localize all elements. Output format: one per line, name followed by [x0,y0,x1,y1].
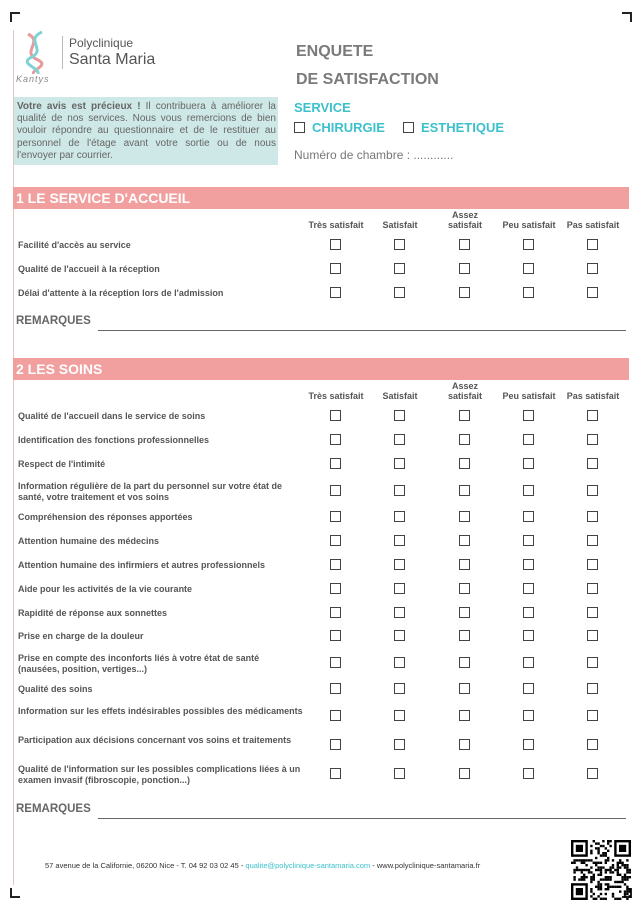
rating-checkbox[interactable] [587,511,598,522]
question-label: Qualité des soins [18,684,93,694]
rating-checkbox[interactable] [523,559,534,570]
remarks-input-line[interactable] [98,818,626,819]
rating-checkbox[interactable] [587,630,598,641]
rating-checkbox[interactable] [459,485,470,496]
option-label: ESTHETIQUE [420,120,505,135]
rating-checkbox[interactable] [459,630,470,641]
rating-checkbox[interactable] [330,739,341,750]
rating-checkbox[interactable] [587,583,598,594]
column-header: Très satisfait [308,391,364,401]
question-label: Aide pour les activités de la vie courante [18,584,193,594]
question-label: Prise en charge de la douleur [18,631,144,641]
rating-checkbox[interactable] [330,583,341,594]
question-label: Rapidité de réponse aux sonnettes [18,608,168,618]
rating-checkbox[interactable] [587,710,598,721]
rating-checkbox[interactable] [394,239,405,250]
rating-checkbox[interactable] [394,511,405,522]
rating-checkbox[interactable] [523,710,534,721]
remarks-label: REMARQUES [16,315,91,327]
question-label: Prise en compte des inconforts liés à votre état de santé (nausées, position, vertiges...) [18,653,260,674]
rating-checkbox[interactable] [523,511,534,522]
rating-checkbox[interactable] [330,535,341,546]
rating-checkbox[interactable] [523,287,534,298]
rating-checkbox[interactable] [459,287,470,298]
rating-checkbox[interactable] [459,511,470,522]
rating-checkbox[interactable] [330,511,341,522]
rating-checkbox[interactable] [330,630,341,641]
question-label: Information sur les effets indésirables possibles des médicaments [18,706,303,716]
title-line1: ENQUETE [296,43,374,60]
rating-checkbox[interactable] [587,287,598,298]
rating-checkbox[interactable] [587,535,598,546]
rating-checkbox[interactable] [394,287,405,298]
question-label: Qualité de l'accueil à la réception [18,264,160,274]
option-label: CHIRURGIE [312,120,385,135]
footer-website[interactable]: www.polyclinique-santamaria.fr [376,861,481,870]
rating-checkbox[interactable] [587,657,598,668]
rating-checkbox[interactable] [459,458,470,469]
rating-checkbox[interactable] [459,607,470,618]
column-header: Satisfait [382,391,418,401]
rating-checkbox[interactable] [523,263,534,274]
rating-checkbox[interactable] [394,739,405,750]
rating-checkbox[interactable] [523,239,534,250]
rating-checkbox[interactable] [587,683,598,694]
question-label: Respect de l'intimité [18,459,106,469]
rating-checkbox[interactable] [330,410,341,421]
clinic-logo [14,30,174,85]
rating-checkbox[interactable] [459,434,470,445]
remarks-label: REMARQUES [16,803,91,815]
rating-checkbox[interactable] [587,559,598,570]
rating-checkbox[interactable] [523,583,534,594]
rating-checkbox[interactable] [394,607,405,618]
rating-checkbox[interactable] [394,559,405,570]
rating-checkbox[interactable] [330,239,341,250]
service-options [294,120,522,135]
question-label: Qualité de l'accueil dans le service de soins [18,411,206,421]
rating-checkbox[interactable] [394,434,405,445]
qr-code-icon [571,840,631,900]
question-label: Qualité de l'information sur les possibles complications liées à un examen invasif (fibroscopie, ponction...) [18,764,301,785]
rating-checkbox[interactable] [330,657,341,668]
question-label: Facilité d'accès au service [18,240,131,250]
rating-checkbox[interactable] [459,239,470,250]
section-header: 2 LES SOINS [13,358,629,380]
rating-checkbox[interactable] [523,434,534,445]
rating-checkbox[interactable] [394,263,405,274]
room-number-field[interactable]: Numéro de chambre : ............ [294,148,454,162]
logo-line2: Santa Maria [69,51,156,68]
rating-checkbox[interactable] [394,410,405,421]
rating-checkbox[interactable] [394,683,405,694]
column-header: Assez satisfait [447,381,482,401]
rating-checkbox[interactable] [587,239,598,250]
crop-mark-bottom-left [10,888,20,898]
footer [45,861,480,870]
rating-checkbox[interactable] [394,535,405,546]
rating-checkbox[interactable] [330,683,341,694]
rating-checkbox[interactable] [523,630,534,641]
rating-checkbox[interactable] [330,559,341,570]
rating-checkbox[interactable] [394,768,405,779]
rating-checkbox[interactable] [523,768,534,779]
option-esthetique[interactable] [403,120,504,135]
rating-checkbox[interactable] [394,657,405,668]
rating-checkbox[interactable] [330,434,341,445]
rating-checkbox[interactable] [587,739,598,750]
rating-checkbox[interactable] [587,263,598,274]
rating-checkbox[interactable] [523,657,534,668]
remarks-input-line[interactable] [98,330,626,331]
rating-checkbox[interactable] [523,739,534,750]
rating-checkbox[interactable] [459,768,470,779]
rating-checkbox[interactable] [330,458,341,469]
checkbox[interactable] [403,122,414,133]
rating-checkbox[interactable] [459,410,470,421]
rating-checkbox[interactable] [330,263,341,274]
crop-mark-top-right [622,12,632,22]
question-label: Information régulière de la part du personnel sur votre état de santé, votre traitement et vos soins [18,481,283,502]
footer-separator: - [370,861,377,870]
rating-checkbox[interactable] [523,683,534,694]
question-label: Attention humaine des médecins [18,536,160,546]
question-label: Compréhension des réponses apportées [18,512,193,522]
rating-checkbox[interactable] [394,583,405,594]
intro-box [14,97,278,165]
rating-checkbox[interactable] [523,485,534,496]
option-chirurgie[interactable] [294,120,385,135]
column-header: Peu satisfait [502,220,556,230]
rating-checkbox[interactable] [394,485,405,496]
rating-checkbox[interactable] [523,535,534,546]
helix-icon [14,30,58,74]
rating-checkbox[interactable] [523,607,534,618]
rating-checkbox[interactable] [459,710,470,721]
rating-checkbox[interactable] [523,410,534,421]
title-line2: DE SATISFACTION [296,71,439,88]
logo-brand: Kantys [16,74,50,84]
rating-checkbox[interactable] [330,485,341,496]
column-header: Satisfait [382,220,418,230]
column-header: Pas satisfait [566,220,620,230]
rating-checkbox[interactable] [330,287,341,298]
column-header: Assez satisfait [447,210,482,230]
intro-text: Il contribuera à améliorer la qualité de nos services. Nous vous remercions de bien vouloir répondre au questionnaire et de le restituer au personnel de l'étage avant votre sortie ou de nous l'envoyer par courrier. [17,101,276,161]
rating-checkbox[interactable] [587,458,598,469]
rating-checkbox[interactable] [459,263,470,274]
question-label: Identification des fonctions professionnelles [18,435,210,445]
column-header: Peu satisfait [502,391,556,401]
intro-bold: Votre avis est précieux ! [17,101,141,112]
rating-checkbox[interactable] [330,768,341,779]
rating-checkbox[interactable] [459,683,470,694]
section-header: 1 LE SERVICE D'ACCUEIL [13,187,629,209]
rating-checkbox[interactable] [394,458,405,469]
footer-email[interactable]: qualite@polyclinique-santamaria.com [245,861,371,870]
rating-checkbox[interactable] [394,630,405,641]
rating-checkbox[interactable] [587,410,598,421]
rating-checkbox[interactable] [587,768,598,779]
rating-checkbox[interactable] [459,559,470,570]
rating-checkbox[interactable] [459,535,470,546]
rating-checkbox[interactable] [459,739,470,750]
page-title [296,38,439,94]
rating-checkbox[interactable] [394,710,405,721]
question-label: Attention humaine des infirmiers et autres professionnels [18,560,266,570]
footer-address: 57 avenue de la Californie, 06200 Nice - T. 04 92 03 02 45 - [45,861,246,870]
rating-checkbox[interactable] [459,583,470,594]
rating-checkbox[interactable] [330,607,341,618]
rating-checkbox[interactable] [523,458,534,469]
logo-line1: Polyclinique [69,36,134,50]
crop-mark-top-left [10,12,20,22]
column-header: Pas satisfait [566,391,620,401]
column-header: Très satisfait [308,220,364,230]
rating-checkbox[interactable] [587,485,598,496]
question-label: Participation aux décisions concernant vos soins et traitements [18,735,292,745]
question-label: Délai d'attente à la réception lors de l'admission [18,288,224,298]
service-label: SERVICE [294,100,351,115]
rating-checkbox[interactable] [587,607,598,618]
checkbox[interactable] [294,122,305,133]
rating-checkbox[interactable] [459,657,470,668]
rating-checkbox[interactable] [330,710,341,721]
rating-checkbox[interactable] [587,434,598,445]
